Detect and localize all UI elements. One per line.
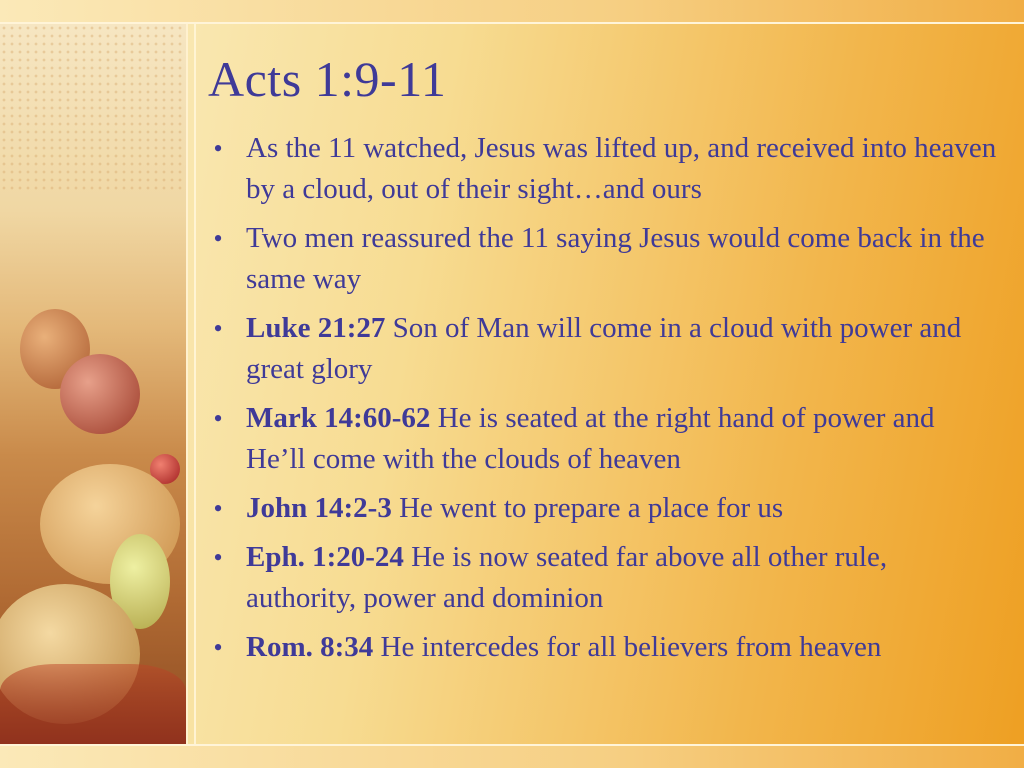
- leaf-shape: [0, 664, 186, 744]
- bullet-text: He is seated at the right hand of power and He’ll come with the clouds of heaven: [246, 402, 935, 475]
- top-band: [0, 0, 1024, 24]
- harvest-fruit-image: [0, 24, 188, 744]
- bullet-item: [208, 488, 998, 529]
- bullet-item: [208, 627, 998, 668]
- lace-pattern: [0, 24, 186, 194]
- vertical-divider: [194, 24, 196, 744]
- bullet-item: [208, 308, 998, 390]
- bullet-dot-icon: •: [213, 224, 223, 253]
- bullet-dot-icon: •: [213, 494, 223, 523]
- bullet-item: [208, 218, 998, 300]
- bullet-text: He went to prepare a place for us: [391, 492, 784, 524]
- apple-shape: [60, 354, 140, 434]
- bullet-dot-icon: •: [213, 404, 223, 433]
- bullet-dot-icon: •: [213, 633, 223, 662]
- bullet-dot-icon: •: [213, 134, 223, 163]
- slide-title: Acts 1:9-11: [208, 51, 447, 107]
- bullet-text: Two men reassured the 11 saying Jesus would come back in the same way: [246, 222, 985, 295]
- bullet-text: He is now seated far above all other rule, authority, power and dominion: [246, 541, 888, 614]
- bottom-band: [0, 744, 1024, 768]
- scripture-reference: John 14:2-3: [246, 492, 392, 524]
- bullet-text: He intercedes for all believers from heaven: [373, 631, 882, 663]
- bullet-dot-icon: •: [213, 543, 223, 572]
- bullet-item: [208, 128, 998, 210]
- scripture-reference: Rom. 8:34: [246, 631, 374, 663]
- scripture-reference: Eph. 1:20-24: [246, 541, 404, 573]
- bullet-item: [208, 398, 998, 480]
- slide-content: [208, 44, 998, 676]
- bullet-text: As the 11 watched, Jesus was lifted up, and received into heaven by a cloud, out of their sight…and ours: [246, 132, 997, 205]
- bullet-item: [208, 537, 998, 619]
- scripture-reference: Luke 21:27: [246, 312, 386, 344]
- scripture-reference: Mark 14:60-62: [246, 402, 431, 434]
- bullet-list: [208, 128, 998, 668]
- bullet-text: Son of Man will come in a cloud with power and great glory: [246, 312, 962, 385]
- bullet-dot-icon: •: [213, 314, 223, 343]
